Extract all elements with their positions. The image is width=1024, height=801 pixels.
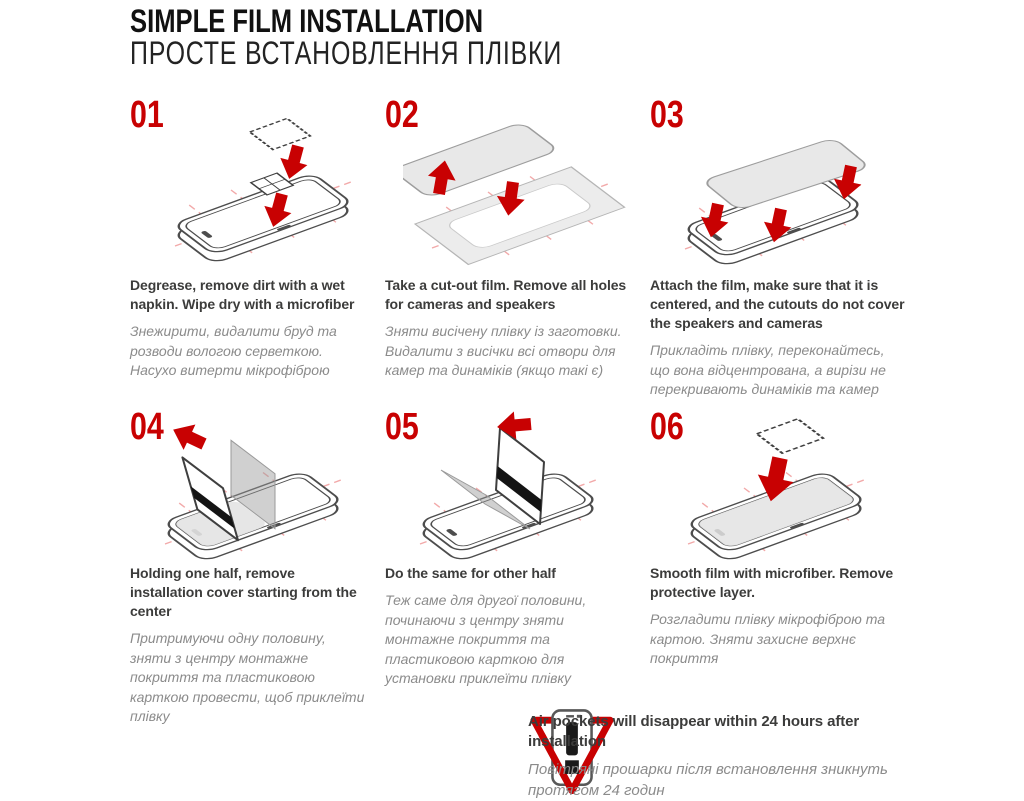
remove-cover-first-half-illustration: [148, 410, 378, 562]
step-instruction-en: Take a cut-out film. Remove all holes for cameras and speakers: [385, 277, 627, 312]
page-subtitle: ПРОСТЕ ВСТАНОВЛЕННЯ ПЛІВКИ: [130, 35, 563, 71]
step-text: [650, 564, 905, 669]
step-number: 06: [650, 406, 684, 448]
step-text: [385, 276, 637, 381]
warning-note: [528, 704, 888, 799]
warning-ua: Повітряні прошарки після встановлення зникнуть протягом 24 годин: [528, 761, 888, 799]
step-instruction-ua: Зняти висічену плівку із заготовки. Видалити з висічки всі отвори для камер та динаміків (якщо такі є): [385, 323, 622, 378]
step-number: 02: [385, 94, 419, 136]
step-instruction-en: Smooth film with microfiber. Remove protective layer.: [650, 565, 894, 600]
step-instruction-ua: Знежирити, видалити бруд та розводи вологою серветкою. Насухо витерти мікрофіброю: [130, 323, 337, 378]
arrow-left-icon: [167, 417, 210, 457]
steps-grid: [130, 94, 915, 724]
step-text: [130, 276, 368, 381]
step-text: [385, 564, 637, 689]
step-number: 01: [130, 94, 164, 136]
warning-en: Air pockets will disappear within 24 hours after installation: [528, 713, 860, 750]
step-01: [130, 96, 385, 408]
microfiber-icon: [757, 419, 823, 453]
degrease-phone-illustration: [148, 100, 378, 272]
step-number: 03: [650, 94, 684, 136]
page-title: SIMPLE FILM INSTALLATION: [130, 3, 484, 39]
warning-text: [528, 704, 888, 801]
step-instruction-ua: Притримуючи одну половину, зняти з центру монтажне покриття та пластиковою карткою провести, щоб приклеїти плівку: [130, 630, 365, 724]
smooth-film-illustration: [668, 410, 898, 562]
step-instruction-en: Holding one half, remove installation cover starting from the center: [130, 565, 357, 619]
remove-cover-other-half-illustration: [403, 410, 633, 562]
step-instruction-ua: Теж саме для другої половини, починаючи з центру зняти монтажне покриття та пластиковою карткою для установки приклеїти плівку: [385, 592, 587, 686]
step-03: [650, 96, 910, 408]
step-text: [650, 276, 905, 400]
step-number: 04: [130, 406, 164, 448]
step-text: [130, 564, 368, 727]
step-number: 05: [385, 406, 419, 448]
header: [130, 4, 684, 70]
step-02: [385, 96, 650, 408]
attach-film-illustration: [668, 100, 898, 272]
cutout-film-illustration: [403, 100, 633, 272]
napkin-icon: [250, 118, 310, 149]
step-instruction-en: Attach the film, make sure that it is centered, and the cutouts do not cover the speakers and cameras: [650, 277, 905, 331]
step-instruction-en: Do the same for other half: [385, 565, 556, 581]
step-instruction-en: Degrease, remove dirt with a wet napkin. Wipe dry with a microfiber: [130, 277, 355, 312]
step-instruction-ua: Розгладити плівку мікрофіброю та картою. Зняти захисне верхнє покриття: [650, 611, 885, 666]
step-instruction-ua: Прикладіть плівку, переконайтесь, що вона відцентрована, а вирізи не перекривають динаміків та камер: [650, 342, 886, 397]
